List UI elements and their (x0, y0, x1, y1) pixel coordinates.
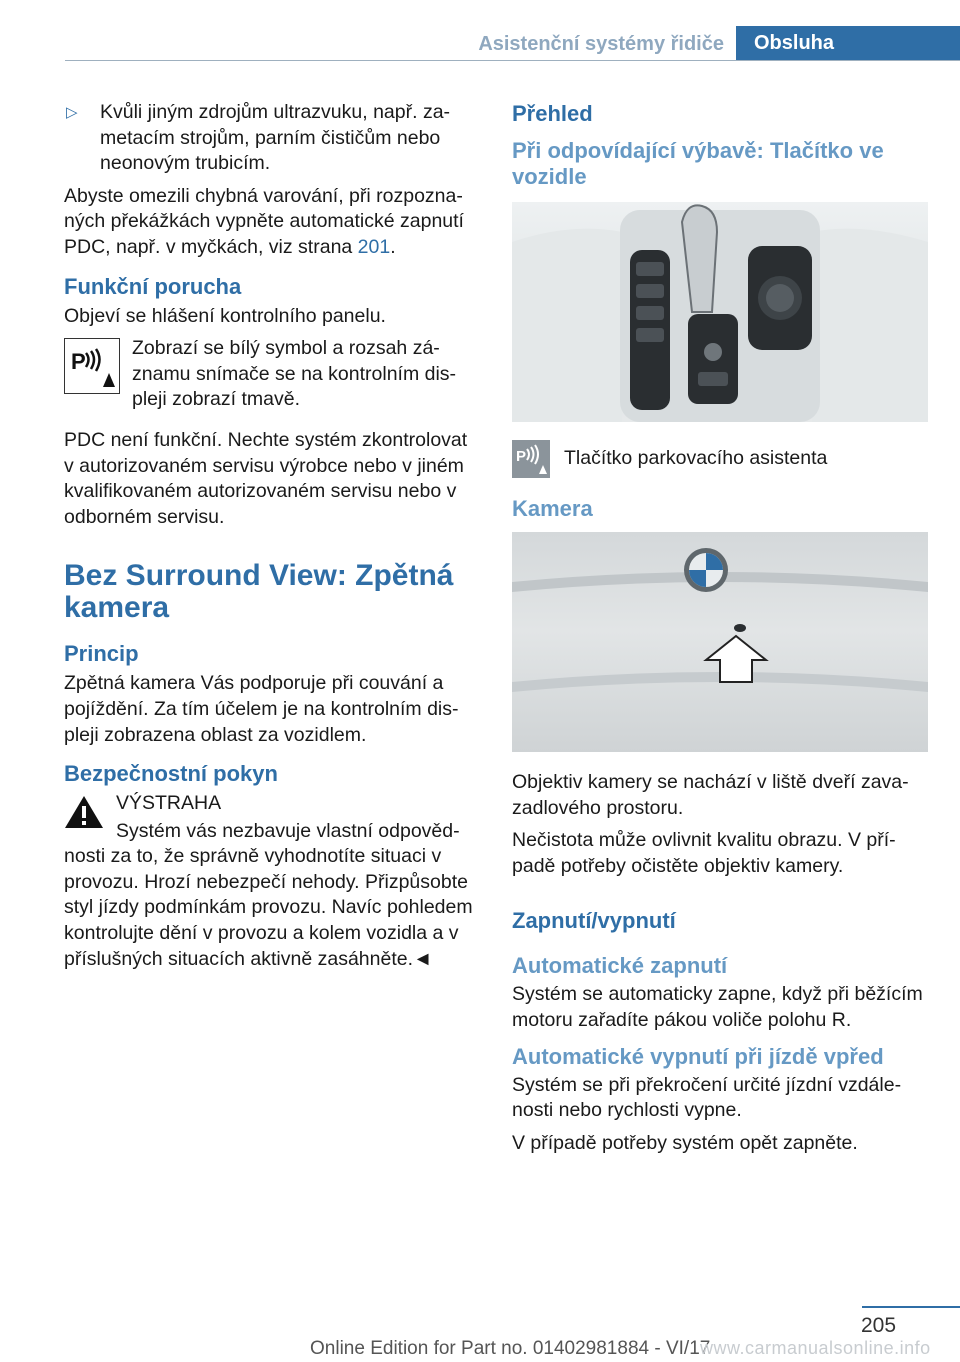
principle-text: Zpětná kamera Vás podporuje při couvání a pojíždění. Za tím účelem je na kontrolním dis‐pleji zobrazena oblast za vozidlem. (64, 672, 459, 746)
camera-dirt-text: Nečistota může ovlivnit kvalitu obrazu. V pří‐padě potřeby očistěte objektiv kamery. (512, 829, 896, 877)
watermark: www.carmanualsonline.info (700, 1338, 931, 1358)
heading-auto-off: Automatické vypnutí při jízdě vpřed (512, 1043, 884, 1069)
fault-text: Objeví se hlášení kontrolního panelu. (64, 304, 386, 327)
right-column (512, 100, 928, 1163)
pdc-symbol-text: Zobrazí se bílý symbol a rozsah zá‐znamu snímače se na kontrolním dis‐pleji zobrazí tmavě. (132, 337, 457, 411)
heading-fault: Funkční porucha (64, 273, 242, 299)
heading-safety: Bezpečnostní pokyn (64, 761, 278, 787)
warning-label: VÝSTRAHA (116, 792, 222, 815)
page-link-201[interactable]: 201 (357, 235, 391, 258)
page-number: 205 (861, 1314, 897, 1337)
bullet-item (64, 100, 480, 184)
pdc-sensor-icon (64, 338, 120, 394)
bullet-triangle-icon: ▷ (66, 104, 78, 121)
heading-overview: Přehled (512, 101, 593, 126)
svg-text:P: P (71, 349, 86, 375)
heading-camera: Kamera (512, 496, 593, 521)
center-console-photo (512, 202, 928, 422)
warning-text-start: Systém vás nezbavuje vlastní odpověd‐ (116, 819, 460, 842)
heading-rear-camera: Bez Surround View: Zpětná kamera (64, 559, 454, 625)
edition-footer: Online Edition for Part no. 01402981884 - VI/17 (310, 1338, 711, 1359)
heading-principle: Princip (64, 641, 139, 667)
header-divider (65, 60, 960, 61)
camera-location-text: Objektiv kamery se nachází v liště dveří zava‐zadlového prostoru. (512, 771, 909, 819)
header-section-title: Asistenční systémy řidiče (478, 33, 724, 55)
button-caption: Tlačítko parkovacího asistenta (564, 447, 828, 470)
bullet-text: Kvůli jiným zdrojům ultrazvuku, např. za‐metacím strojům, parním čističům nebo neonovým trubicím. (100, 101, 451, 175)
page-number-rule (862, 1306, 960, 1308)
warning-block (64, 791, 480, 844)
heading-on-off: Zapnutí/vypnutí (512, 908, 676, 934)
button-caption-row (512, 440, 928, 478)
reenable-text: V případě potřeby systém opět zapněte. (512, 1131, 858, 1154)
camera-location-photo (512, 532, 928, 752)
heading-auto-on: Automatické zapnutí (512, 953, 728, 979)
parking-assistant-button-icon (512, 440, 550, 478)
left-column (64, 100, 480, 979)
auto-on-text: Systém se automaticky zapne, když při běžícím motoru zařadíte pákou voliče polohu R. (512, 983, 923, 1031)
auto-off-text: Systém se při překročení určité jízdní vzdále‐nosti nebo rychlosti vypne. (512, 1073, 902, 1122)
heading-equipment: Při odpovídající výbavě: Tlačítko ve vozidle (512, 138, 884, 189)
warning-text: nosti za to, že správně vyhodnotíte situaci v provozu. Hrozí nebezpečí nehody. Přizpůsobte styl jízdy podmínkám provozu. Navíc pohledem kontrolujte dění v provozu a kolem vozidla a v příslušných situacích aktivně zasáhněte.◄ (64, 845, 473, 970)
warning-triangle-icon (64, 795, 104, 834)
pdc-not-functional-text: PDC není funkční. Nechte systém zkontrolovat v autorizovaném servisu výrobce nebo v jiném kvalifikovaném autorizovaném servisu nebo v odborném servisu. (64, 428, 468, 528)
svg-text:P: P (516, 448, 527, 465)
header-tab-obsluha[interactable]: Obsluha (736, 26, 960, 61)
paragraph-false-warnings: Abyste omezili chybná varování, při rozpozna‐ných překážkách vypněte automatické zapnutí PDC, např. v myčkách, viz strana 201. (64, 184, 464, 258)
pdc-symbol-row (64, 336, 480, 420)
